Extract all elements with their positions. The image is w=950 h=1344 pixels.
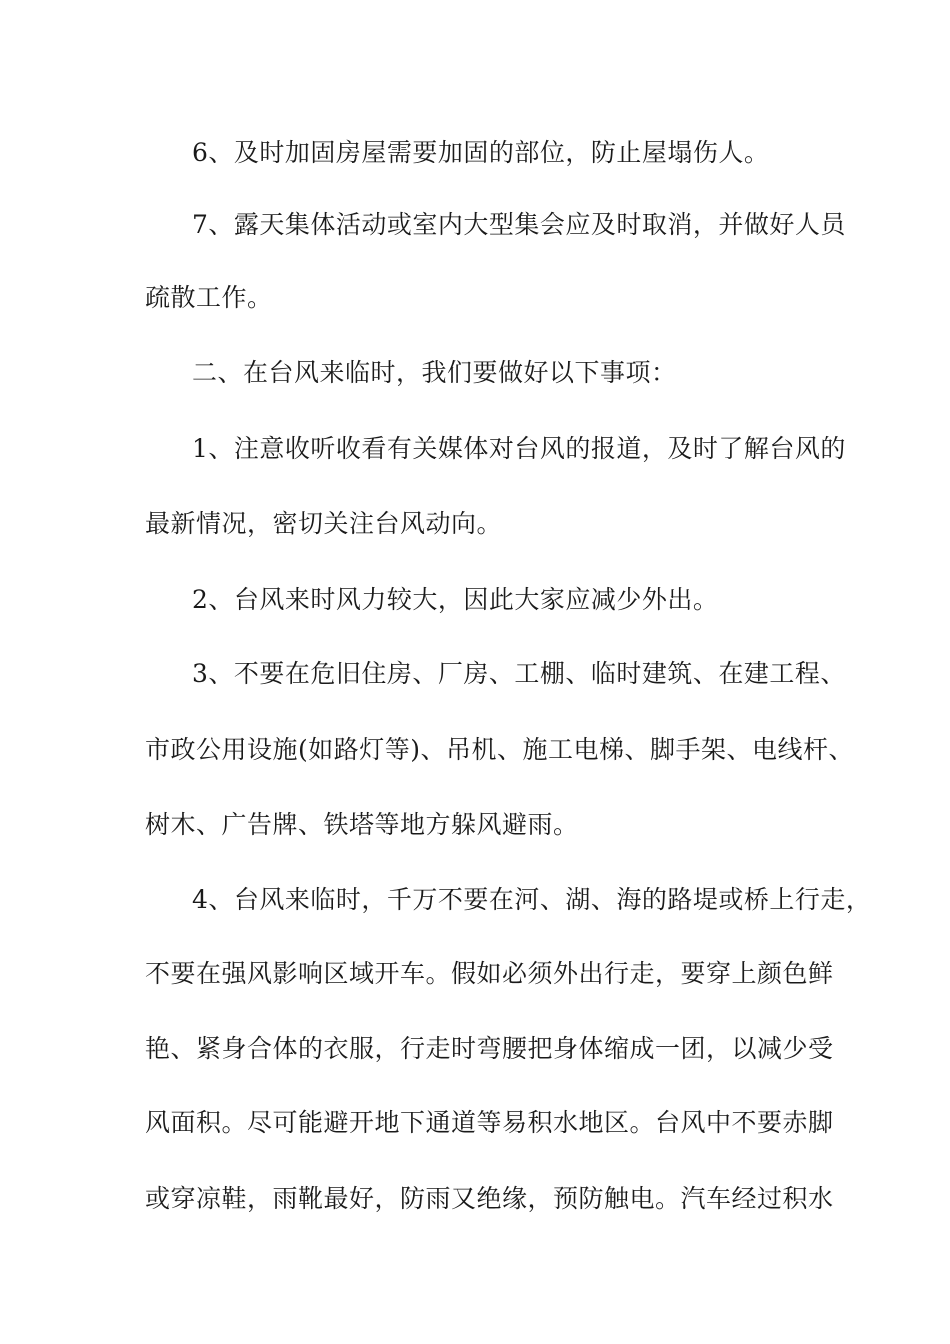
text-line: 疏散工作。 bbox=[145, 283, 273, 312]
text-line: 1、注意收听收看有关媒体对台风的报道，及时了解台风的 bbox=[192, 434, 846, 463]
text-line: 或穿凉鞋，雨靴最好，防雨又绝缘，预防触电。汽车经过积水 bbox=[145, 1184, 834, 1213]
text-line: 风面积。尽可能避开地下通道等易积水地区。台风中不要赤脚 bbox=[145, 1108, 834, 1137]
text-line: 艳、紧身合体的衣服，行走时弯腰把身体缩成一团，以减少受 bbox=[145, 1034, 834, 1063]
text-line: 4、台风来临时，千万不要在河、湖、海的路堤或桥上行走， bbox=[192, 885, 872, 914]
text-line: 市政公用设施(如路灯等)、吊机、施工电梯、脚手架、电线杆、 bbox=[145, 735, 855, 764]
text-line: 2、台风来时风力较大，因此大家应减少外出。 bbox=[192, 585, 719, 614]
text-line: 最新情况，密切关注台风动向。 bbox=[145, 509, 503, 538]
text-line: 3、不要在危旧住房、厂房、工棚、临时建筑、在建工程、 bbox=[192, 659, 846, 688]
text-line: 树木、广告牌、铁塔等地方躲风避雨。 bbox=[145, 810, 579, 839]
section-heading: 二、在台风来临时，我们要做好以下事项： bbox=[192, 358, 677, 387]
text-line: 7、露天集体活动或室内大型集会应及时取消，并做好人员 bbox=[192, 210, 846, 239]
text-line: 不要在强风影响区域开车。假如必须外出行走，要穿上颜色鲜 bbox=[145, 959, 834, 988]
text-line: 6、及时加固房屋需要加固的部位，防止屋塌伤人。 bbox=[192, 138, 770, 167]
